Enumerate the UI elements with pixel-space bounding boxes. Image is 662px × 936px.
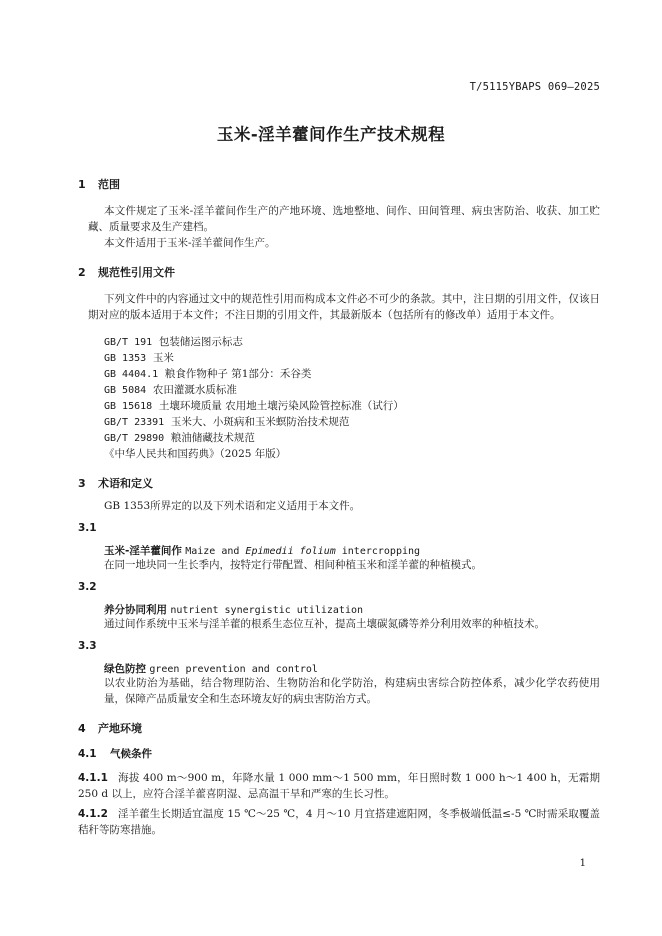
term-english [185, 546, 420, 557]
reference-code: GB/T 29890 [104, 433, 165, 444]
reference-item [104, 398, 404, 415]
reference-item [104, 430, 255, 447]
reference-code: GB 5084 [104, 385, 147, 396]
reference-item: 《中华人民共和国药典》（2025 年版） [104, 448, 287, 460]
reference-name: 玉米大、小斑病和玉米螟防治技术规范 [170, 416, 350, 428]
reference-code: GB/T 191 [104, 337, 153, 348]
term-english: nutrient synergistic utilization [170, 605, 363, 616]
reference-code: GB 1353 [104, 353, 147, 364]
section-4-heading [78, 720, 142, 736]
reference-item [104, 382, 237, 399]
term-definition: 以农业防治为基础，结合物理防治、生物防治和化学防治，构建病虫害综合防控体系，减少化学农药使用量，保障产品质量安全和生态环境友好的病虫害防治方式。 [104, 677, 600, 705]
reference-code: GB/T 23391 [104, 417, 165, 428]
term-heading [104, 543, 420, 558]
reference-name: 农田灌溉水质标准 [152, 384, 237, 396]
term-definition: 通过间作系统中玉米与淫羊藿的根系生态位互补，提高土壤碳氮磷等养分利用效率的种植技术。 [104, 618, 545, 630]
term-english-italic: Epimedii folium [245, 546, 336, 557]
reference-item [104, 350, 174, 367]
section-number: 1 [78, 178, 86, 191]
reference-name: 玉米 [152, 352, 174, 364]
section-number: 4 [78, 722, 86, 735]
term-english-part: Maize and [185, 546, 246, 557]
clause-number: 4.1.2 [78, 808, 108, 820]
term-chinese: 玉米-淫羊藿间作 [104, 545, 182, 557]
term-english: green prevention and control [149, 664, 318, 675]
term-chinese: 养分协同利用 [104, 604, 167, 616]
reference-name: 粮食作物种子 第1部分：禾谷类 [164, 368, 312, 380]
term-definition: 在同一地块同一生长季内，按特定行带配置、相间种植玉米和淫羊藿的种植模式。 [104, 559, 482, 571]
reference-code: GB 15618 [104, 401, 153, 412]
clause-4-1-1 [78, 770, 600, 802]
section-3-heading [78, 475, 153, 491]
clause-text: 淫羊藿生长期适宜温度 15 ℃～25 ℃，4 月～10 月宜搭建遮阳网，冬季极端低温≤-5 ℃时需采取覆盖秸秆等防寒措施。 [78, 808, 600, 836]
subsection-number: 4.1 [78, 748, 97, 760]
standard-code: T/5115YBAPS 069—2025 [469, 81, 600, 93]
reference-name: 土壤环境质量 农用地土壤污染风险管控标准（试行） [158, 400, 404, 412]
term-number: 3.1 [78, 522, 97, 534]
term-number: 3.3 [78, 640, 97, 652]
section-title: 术语和定义 [98, 477, 153, 490]
section-2-intro: 下列文件中的内容通过文中的规范性引用而构成本文件必不可少的条款。其中，注日期的引用文件，仅该日期对应的版本适用于本文件；不注日期的引用文件，其最新版本（包括所有的修改单）适用于本文件。 [88, 293, 600, 321]
clause-number: 4.1.1 [78, 772, 108, 784]
section-title: 范围 [98, 178, 120, 191]
section-3-intro: GB 1353所界定的以及下列术语和定义适用于本文件。 [104, 500, 361, 512]
section-2-heading [78, 264, 175, 280]
section-number: 3 [78, 477, 86, 490]
clause-4-1-2 [78, 806, 600, 838]
clause-text: 海拔 400 m～900 m，年降水量 1 000 mm～1 500 mm，年日照时数 1 000 h～1 400 h，无霜期 250 d 以上，应符合淫羊藿喜阴湿、忌高温干旱和严寒的生长习性。 [78, 772, 600, 800]
section-1-heading [78, 176, 120, 192]
section-number: 2 [78, 266, 86, 279]
reference-item [104, 334, 243, 351]
term-heading [104, 602, 363, 617]
reference-item [104, 366, 311, 383]
page-number: 1 [579, 858, 586, 869]
subsection-4-1-heading [78, 746, 152, 761]
reference-item [104, 414, 349, 431]
reference-name: 包装储运图示标志 [158, 336, 243, 348]
section-title: 规范性引用文件 [98, 266, 175, 279]
term-english-part: intercropping [335, 546, 421, 557]
term-heading [104, 661, 318, 676]
reference-name: 粮油储藏技术规范 [170, 432, 255, 444]
section-1-paragraph-1: 本文件规定了玉米-淫羊藿间作生产的产地环境、选地整地、间作、田间管理、病虫害防治、收获、加工贮藏、质量要求及生产建档。 [88, 205, 600, 233]
section-title: 产地环境 [98, 722, 142, 735]
subsection-title: 气候条件 [110, 748, 152, 760]
section-1-paragraph-2: 本文件适用于玉米-淫羊藿间作生产。 [104, 237, 276, 249]
reference-code: GB 4404.1 [104, 369, 159, 380]
term-chinese: 绿色防控 [104, 663, 146, 675]
term-number: 3.2 [78, 581, 97, 593]
document-title: 玉米-淫羊藿间作生产技术规程 [216, 125, 446, 144]
